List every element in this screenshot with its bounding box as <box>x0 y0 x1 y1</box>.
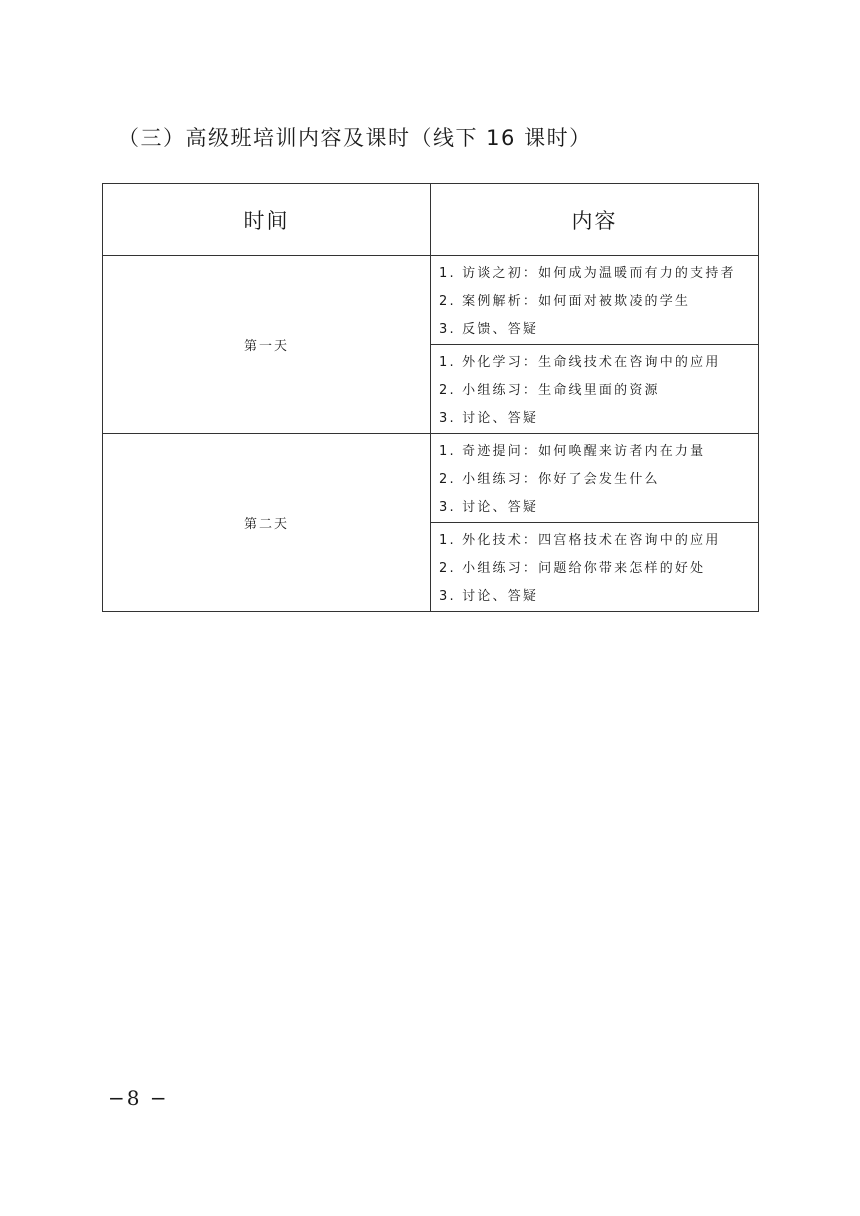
list-item: 2. 小组练习：你好了会发生什么 <box>439 472 660 487</box>
day-2-session-2 <box>431 523 759 612</box>
page-number: −8 − <box>108 1086 169 1110</box>
day-1-session-2 <box>431 345 759 434</box>
list-item: 3. 讨论、答疑 <box>439 411 539 426</box>
list-item: 1. 外化学习：生命线技术在咨询中的应用 <box>439 355 721 370</box>
day-2-label: 第二天 <box>103 434 431 612</box>
list-item: 1. 奇迹提问：如何唤醒来访者内在力量 <box>439 444 706 459</box>
header-content: 内容 <box>431 184 759 256</box>
list-item: 3. 讨论、答疑 <box>439 500 539 515</box>
list-item: 2. 案例解析：如何面对被欺凌的学生 <box>439 294 691 309</box>
training-schedule-table <box>102 183 759 612</box>
session-item-list <box>431 434 758 522</box>
section-heading: （三）高级班培训内容及课时（线下 16 课时） <box>118 126 592 150</box>
table-row <box>103 256 759 345</box>
session-item-list <box>431 256 758 344</box>
list-item: 1. 外化技术：四宫格技术在咨询中的应用 <box>439 533 721 548</box>
list-item: 3. 反馈、答疑 <box>439 322 539 337</box>
list-item: 2. 小组练习：问题给你带来怎样的好处 <box>439 561 706 576</box>
list-item: 2. 小组练习：生命线里面的资源 <box>439 383 660 398</box>
header-time: 时间 <box>103 184 431 256</box>
session-item-list <box>431 345 758 433</box>
day-1-session-1 <box>431 256 759 345</box>
table-row <box>103 434 759 523</box>
day-1-label: 第一天 <box>103 256 431 434</box>
list-item: 1. 访谈之初：如何成为温暖而有力的支持者 <box>439 266 736 281</box>
list-item: 3. 讨论、答疑 <box>439 589 539 604</box>
table-header-row <box>103 184 759 256</box>
day-2-session-1 <box>431 434 759 523</box>
session-item-list <box>431 523 758 611</box>
